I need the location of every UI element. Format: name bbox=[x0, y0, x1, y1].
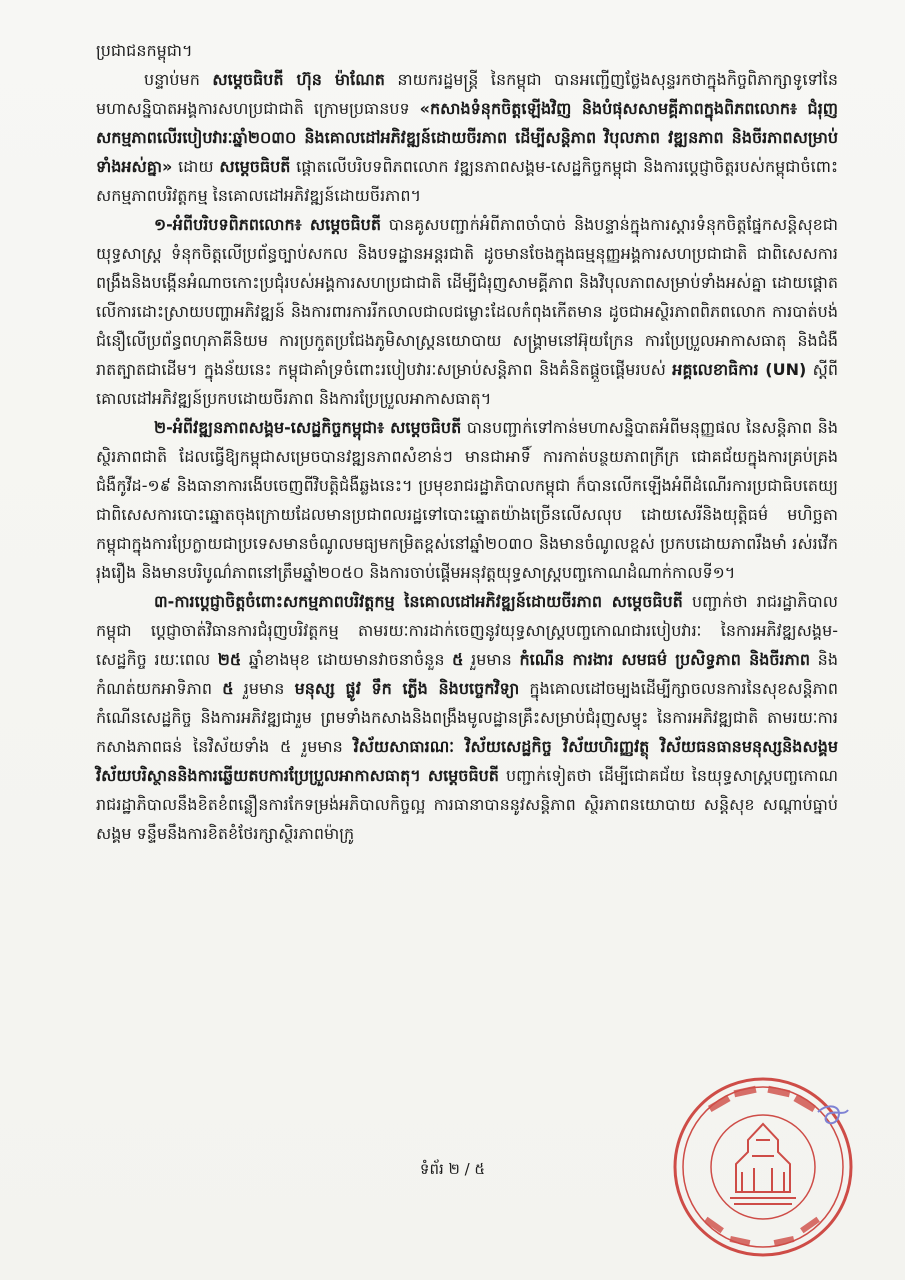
opening-line: ប្រជាជនកម្ពុជា។ bbox=[96, 41, 193, 60]
page-number: ទំព័រ ២ / ៥ bbox=[419, 1160, 486, 1178]
bold-un-sg: អគ្គលេខាធិការ (UN) bbox=[672, 360, 807, 379]
paragraph-commitment: ៣-ការប្ដេជ្ញាចិត្តចំពោះសកម្មភាពបរិវត្តកម្ម នៃគោលដៅអភិវឌ្ឍន៍ដោយចីរភាព សម្ដេចធិបតី បញ្ជាក់ថា រាជរដ្ឋាភិបាលកម្ពុជា ប្ដេជ្ញាចាត់វិធានការជំរុញបរិវត្តកម្ម តាមរយៈការដាក់ចេញនូវយុទ្ធសាស្ត្របញ្ចកោណជារបៀបវារៈ នៃការអភិវឌ្ឍសង្គម-សេដ្ឋកិច្ច រយៈពេល ២៥ ឆ្នាំខាងមុខ ដោយមានវាចនាចំនួន ៥ រួមមាន កំណើន ការងារ សមធម៌ ប្រសិទ្ធភាព និងចីរភាព និងកំណត់យកអាទិភាព ៥ រួមមាន មនុស្ស ផ្លូវ ទឹក ភ្លើង និងបច្ចេកវិទ្យា ក្នុងគោលដៅចម្បងដើម្បីក្សាចលនការនៃសុខសន្តិភាព កំណើនសេដ្ឋកិច្ច និងការអភិវឌ្ឍជារួម ព្រមទាំងកសាងនិងពង្រឹងមូលដ្ឋានគ្រឹះសម្រាប់ជំរុញសម្ទុះ នៃការអភិវឌ្ឍជាតិ តាមរយៈការកសាងភាពធន់ នៃវិស័យទាំង ៥ រួមមាន វិស័យសាធារណៈ វិស័យសេដ្ឋកិច្ច វិស័យហិរញ្ញវត្ថុ វិស័យធនធានមនុស្សនិងសង្គម វិស័យបរិស្ថាននិងការឆ្លើយតបការប្រែប្រួលអាកាសធាតុ។ សម្ដេចធិបតី បញ្ជាក់ទៀតថា ដើម្បីជោគជ័យ នៃយុទ្ធសាស្ត្របញ្ចកោណ រាជរដ្ឋាភិបាលនឹងខិតខំពន្លឿនការកែទម្រង់អភិបាលកិច្ចល្អ ការធានាបាននូវសន្តិភាព ស្ថិរភាពនយោបាយ សន្តិសុខ សណ្ដាប់ធ្នាប់សង្គម ទន្ទឹមនឹងការខិតខំថែរក្សាស្ថិរភាពម៉ាក្រូ bbox=[96, 592, 839, 843]
paragraph-cambodia-progress: ២-អំពីវឌ្ឍនភាពសង្គម-សេដ្ឋកិច្ចកម្ពុជា៖ សម្ដេចធិបតី បានបញ្ជាក់ទៅកាន់មហាសន្និបាតអំពីមនុញ្ញផល នៃសន្តិភាព និងស្ថិរភាពជាតិ ដែលធ្វើឱ្យកម្ពុជាសម្រេចបានវឌ្ឍនភាពសំខាន់ៗ មានជាអាទិ៍ ការកាត់បន្ថយភាពក្រីក្រ ជោគជ័យក្នុងការគ្រប់គ្រងជំងឺកូវីដ-១៩ និងធានាការងើបចេញពីវិបត្តិជំងឺឆ្លងនេះ។ ប្រមុខរាជរដ្ឋាភិបាលកម្ពុជា ក៏បានលើកឡើងអំពីដំណើរការប្រជាធិបតេយ្យ ជាពិសេសការបោះឆ្នោតចុងក្រោយដែលមានប្រជាពលរដ្ឋទៅបោះឆ្នោតយ៉ាងច្រើនលើសលុប ដោយសេរីនិងយុត្តិធម៌ មហិច្ឆតាកម្ពុជាក្នុងការប្រែក្លាយជាប្រទេសមានចំណូលមធ្យមកម្រិតខ្ពស់នៅឆ្នាំ២០៣០ និងមានចំណូលខ្ពស់ ប្រកបដោយភាពរឹងមាំ រស់រវើក រុងរឿង និងមានបរិបូណ៌ភាពនៅត្រឹមឆ្នាំ២០៥០ និងការចាប់ផ្ដើមអនុវត្តយុទ្ធសាស្ត្របញ្ចកោណដំណាក់កាលទី១។ bbox=[96, 418, 838, 582]
official-seal-icon bbox=[668, 1072, 858, 1262]
document-body bbox=[96, 36, 838, 848]
paragraph-intro: បន្ទាប់មក សម្ដេចធិបតី ហ៊ុន ម៉ាណែត នាយករដ្ឋមន្ដ្រី នៃកម្ពុជា បានអញ្ជើញថ្លែងសុន្ទរកថាក្នុងកិច្ចពិភាក្សាទូទៅនៃមហាសន្និបាតអង្គការសហប្រជាជាតិ ក្រោមប្រធានបទ «កសាងទំនុកចិត្តឡើងវិញ និងបំផុសសាមគ្គីភាពក្នុងពិភពលោក៖ ជំរុញសកម្មភាពលើរបៀបវារៈឆ្នាំ២០៣០ និងគោលដៅអភិវឌ្ឍន៍ដោយចីរភាព ដើម្បីសន្តិភាព វិបុលភាព វឌ្ឍនភាព និងចីរភាពសម្រាប់ទាំងអស់គ្នា» ដោយ សម្ដេចធិបតី ផ្ដោតលើបរិបទពិភពលោក វឌ្ឍនភាពសង្គម-សេដ្ឋកិច្ចកម្ពុជា និងការប្ដេជ្ញាចិត្តរបស់កម្ពុជាចំពោះសកម្មភាពបរិវត្តកម្ម នៃគោលដៅអភិវឌ្ឍន៍ដោយចីរភាព។ bbox=[96, 70, 839, 205]
bold-title: សម្ដេចធិបតី bbox=[219, 157, 291, 176]
bold-theme: «កសាងទំនុកចិត្តឡើងវិញ និងបំផុសសាមគ្គីភាពក្នុងពិភពលោក៖ ជំរុញសកម្មភាពលើរបៀបវារៈឆ្នាំ២០៣០ និងគោលដៅអភិវឌ្ឍន៍ដោយចីរភាព ដើម្បីសន្តិភាព វិបុលភាព វឌ្ឍនភាព និងចីរភាពសម្រាប់ទាំងអស់គ្នា» bbox=[96, 99, 838, 176]
paragraph-global-context: ១-អំពីបរិបទពិភពលោក៖ សម្ដេចធិបតី បានគូសបញ្ជាក់អំពីភាពចាំបាច់ និងបន្ទាន់ក្នុងការស្ដារទំនុកចិត្តផ្នែកសន្តិសុខជាយុទ្ធសាស្ត្រ ទំនុកចិត្តលើប្រព័ន្ធច្បាប់សកល និងបទដ្ឋានអន្តរជាតិ ដូចមានចែងក្នុងធម្មនុញ្ញអង្គការសហប្រជាជាតិ ជាពិសេសការពង្រឹងនិងបង្កើនអំណាចកោះប្រជុំរបស់អង្គការសហប្រជាជាតិ ដើម្បីជំរុញសាមគ្គីភាព និងវិបុលភាពសម្រាប់ទាំងអស់គ្នា ដោយផ្ដោតលើការដោះស្រាយបញ្ហាអភិវឌ្ឍន៍ និងការពារការរីកលាលជាលជម្លោះដែលកំពុងកើតមាន ដូចជាអស្ថិរភាពពិភពលោក ការបាត់បង់ជំនឿលើប្រព័ន្ធពហុភាគីនិយម ការប្រកួតប្រជែងភូមិសាស្ត្រនយោបាយ សង្គ្រាមនៅអ៊ុយក្រែន ការប្រែប្រួលអាកាសធាតុ និងជំងឺរាតត្បាតជាដើម។ ក្នុងន័យនេះ កម្ពុជាគាំទ្រចំពោះរបៀបវារៈសម្រាប់សន្តិភាព និងគំនិតផ្តួចផ្តើមរបស់ អគ្គលេខាធិការ (UN) ស្ដីពីគោលដៅអភិវឌ្ឍន៍ប្រកបដោយចីរភាព និងការប្រែប្រួលអាកាសធាតុ។ bbox=[96, 215, 838, 408]
bold-name: សម្ដេចធិបតី ហ៊ុន ម៉ាណែត bbox=[212, 70, 385, 89]
section-heading-3: ៣-ការប្ដេជ្ញាចិត្តចំពោះសកម្មភាពបរិវត្តកម្ម នៃគោលដៅអភិវឌ្ឍន៍ដោយចីរភាព សម្ដេចធិបតី bbox=[154, 592, 683, 611]
section-heading-1: ១-អំពីបរិបទពិភពលោក៖ សម្ដេចធិបតី bbox=[154, 215, 381, 234]
section-heading-2: ២-អំពីវឌ្ឍនភាពសង្គម-សេដ្ឋកិច្ចកម្ពុជា៖ សម្ដេចធិបតី bbox=[154, 418, 462, 437]
